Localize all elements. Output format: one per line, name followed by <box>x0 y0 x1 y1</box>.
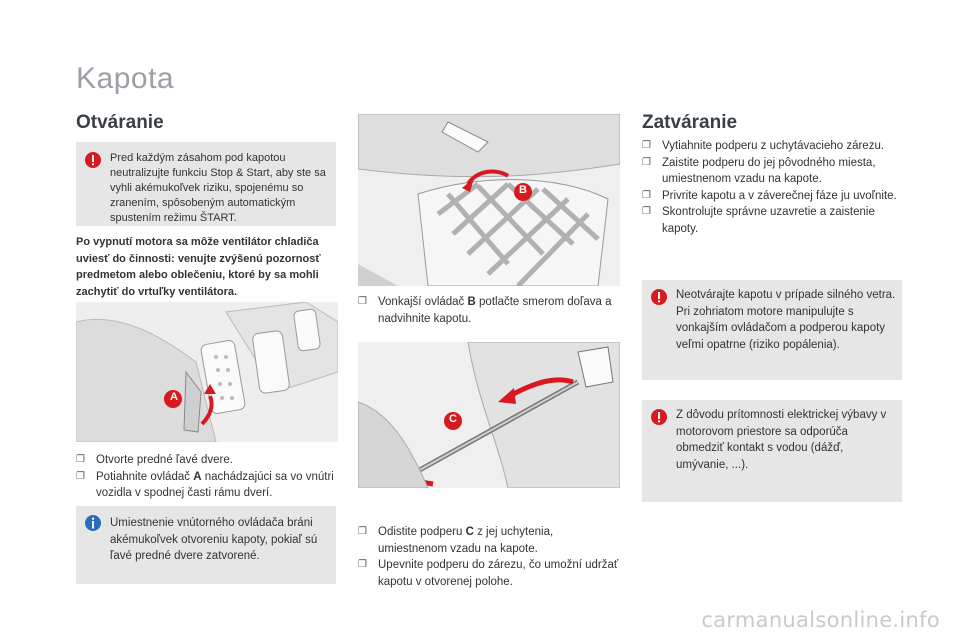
list-item: ❐ Otvorte predné ľavé dvere. <box>76 452 338 469</box>
bullet-icon: ❐ <box>642 189 651 201</box>
warning-icon <box>85 152 101 168</box>
closing-steps <box>642 138 904 237</box>
list-item: ❐ Zaistite podperu do jej pôvodného miesta, umiestnenom vzadu na kapote. <box>642 156 876 185</box>
label-a: A <box>170 391 178 403</box>
info-box-inner-lever <box>76 506 336 584</box>
warning-box-water <box>642 400 902 502</box>
list-item: ❐ Odistite podperu C z jej uchytenia, umiestnenom vzadu na kapote. <box>358 526 554 555</box>
label-b: B <box>519 184 527 196</box>
bullet-icon: ❐ <box>642 206 651 217</box>
bullet-icon: ❐ <box>358 559 367 570</box>
warning-text: Z dôvodu prítomnosti elektrickej výbavy v motorovom priestore sa odporúča obmedziť kontakt s vodou (dážď, umývanie, ...). <box>676 409 887 471</box>
list-item: ❐ Skontrolujte správne uzavretie a zaistenie kapoty. <box>642 206 875 235</box>
list-item: ❐ Privrite kapotu a v záverečnej fáze ju uvoľnite. <box>642 188 904 205</box>
warning-box-wind <box>642 280 902 380</box>
label-c: C <box>449 413 457 425</box>
page-title: Kapota <box>76 62 175 95</box>
middle-steps-bottom <box>358 524 620 590</box>
list-item: ❐ Vonkajší ovládač B potlačte smerom doľava a nadvihnite kapotu. <box>358 296 612 325</box>
middle-steps-top <box>358 294 620 327</box>
info-text: Umiestnenie vnútorného ovládača bráni akémukoľvek otvoreniu kapoty, pokiaľ sú ľavé predné dvere zatvorené. <box>110 517 318 562</box>
inner-lever-drawing <box>76 302 338 442</box>
bullet-icon: ❐ <box>642 140 651 151</box>
front-grille-drawing <box>358 114 620 286</box>
illustration-bonnet-stay <box>358 342 620 488</box>
illustration-inner-lever <box>76 302 338 442</box>
bullet-icon: ❐ <box>76 470 85 482</box>
bullet-icon: ❐ <box>76 454 85 465</box>
illustration-front-grille <box>358 114 620 286</box>
bullet-icon: ❐ <box>358 296 367 307</box>
warning-text: Neotvárajte kapotu v prípade silného vetra. Pri zohriatom motore manipulujte s vonkajším ovládačom a podperou kapoty veľmi opatrne (riziko popálenia). <box>676 289 896 351</box>
fan-warning-note: Po vypnutí motora sa môže ventilátor chladiča uviesť do činnosti: venujte zvýšenú pozornosť predmetom alebo oblečeniu, ktoré by sa mohli zachytiť do vrtuľky ventilátora. <box>76 236 321 298</box>
list-item: ❐ Potiahnite ovládač A nachádzajúci sa vo vnútri vozidla v spodnej časti rámu dverí. <box>76 470 334 499</box>
warning-icon <box>651 289 667 305</box>
list-item: ❐ Vytiahnite podperu z uchytávacieho zárezu. <box>642 138 904 155</box>
warning-text: Pred každým zásahom pod kapotou neutralizujte funkciu Stop & Start, aby ste sa vyhli akémukoľvek riziku, spojenému so zranením, spôsobeným automatickým spustením režimu ŠTART. <box>110 152 326 224</box>
warning-icon <box>651 409 667 425</box>
section-title-closing: Zatváranie <box>642 112 738 133</box>
bullet-icon: ❐ <box>642 156 651 168</box>
bonnet-stay-drawing <box>358 342 620 488</box>
opening-steps <box>76 452 338 502</box>
watermark: carmanualsonline.info <box>701 608 940 632</box>
warning-box-stop-start <box>76 142 336 226</box>
info-icon <box>85 515 101 531</box>
bullet-icon: ❐ <box>358 526 367 537</box>
list-item: ❐ Upevnite podperu do zárezu, čo umožní udržať kapotu v otvorenej polohe. <box>358 559 619 588</box>
section-title-opening: Otváranie <box>76 112 164 133</box>
